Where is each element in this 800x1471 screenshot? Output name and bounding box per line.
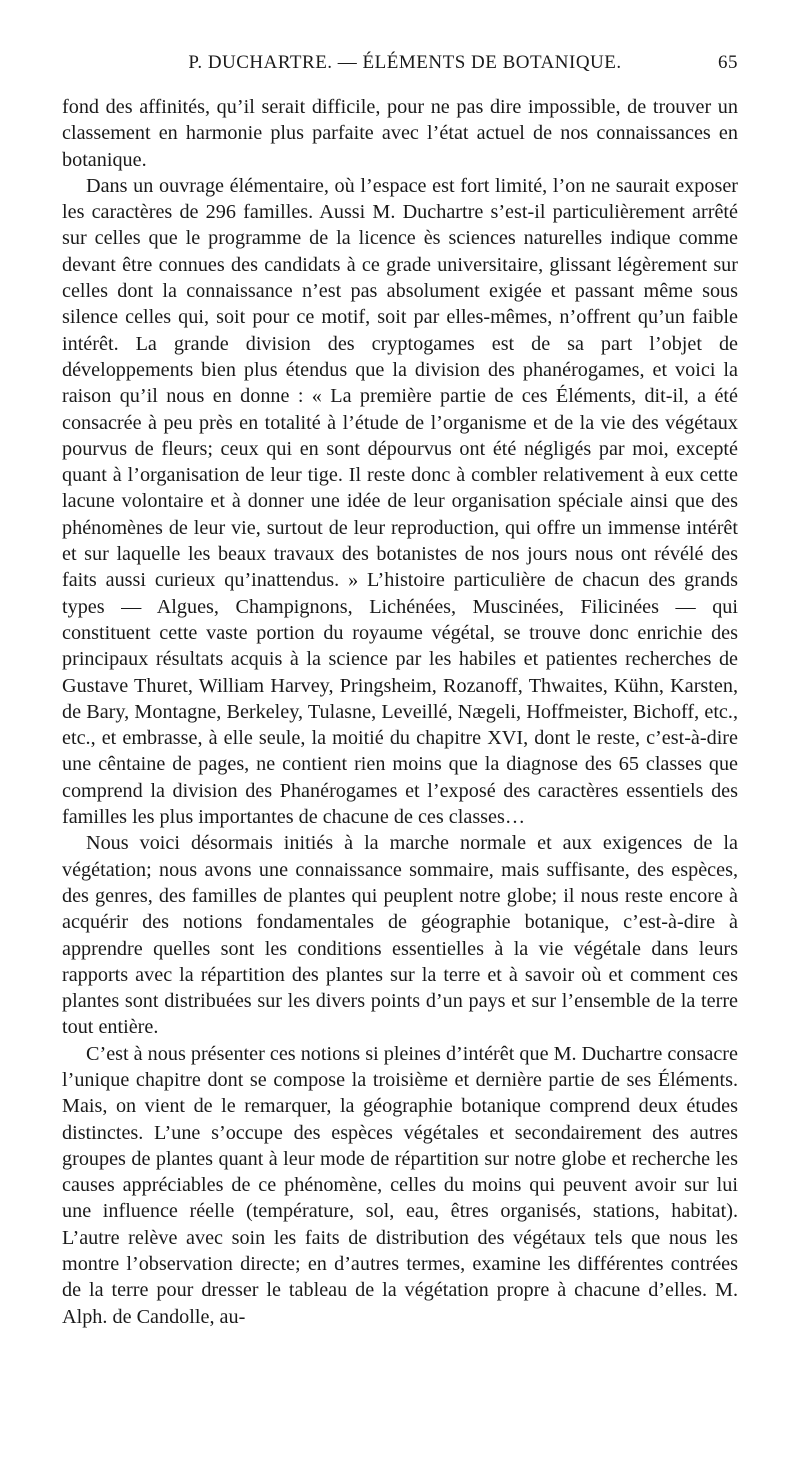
running-title: P. DUCHARTRE. — ÉLÉMENTS DE BOTANIQUE. xyxy=(188,52,622,73)
paragraph: Dans un ouvrage élémentaire, où l’espace est fort limité, l’on ne saurait exposer les caractères de 296 familles. Aussi M. Duchartre s’est-il particulièrement arrêté sur celles que le programme de la licence ès sciences naturelles indique comme devant être connues des candidats à ce grade universitaire, glissant légèrement sur celles dont la connaissance n’est pas absolument exigée et passant même sous silence celles qui, soit pour ce motif, soit par elles-mêmes, n’offrent qu’un faible intérêt. La grande division des cryptogames est de sa part l’objet de développements bien plus étendus que la division des phanérogames, et voici la raison qu’il nous en donne : « La première partie de ces Éléments, dit-il, a été consacrée à peu près en totalité à l’étude de l’organisme et de la vie des végétaux pourvus de fleurs; ceux qui en sont dépourvus ont été négligés par moi, excepté quant à l’organisation de leur tige. Il reste donc à combler relativement à eux cette lacune volontaire et à donner une idée de leur organisation spéciale ainsi que des phénomènes de leur vie, surtout de leur reproduction, qui offre un immense intérêt et sur laquelle les beaux travaux des botanistes de nos jours nous ont révélé des faits aussi curieux qu’inattendus. » L’histoire particulière de chacun des grands types — Algues, Champignons, Lichénées, Muscinées, Filicinées — qui constituent cette vaste portion du royaume végétal, se trouve donc enrichie des principaux résultats acquis à la science par les habiles et patientes recherches de Gustave Thuret, William Harvey, Pringsheim, Rozanoff, Thwaites, Kühn, Karsten, de Bary, Montagne, Berkeley, Tulasne, Leveillé, Nægeli, Hoffmeister, Bichoff, etc., etc., et embrasse, à elle seule, la moitié du chapitre XVI, dont le reste, c’est-à-dire une cêntaine de pages, ne contient rien moins que la diagnose des 65 classes que comprend la division des Phanérogames et l’exposé des caractères essentiels des familles les plus importantes de chacune de ces classes… xyxy=(62,174,738,829)
paragraph: Nous voici désormais initiés à la marche normale et aux exigences de la végétation; nous avons une connaissance sommaire, mais suffisante, des espèces, des genres, des familles de plantes qui peuplent notre globe; il nous reste encore à acquérir des notions fondamentales de géographie botanique, c’est-à-dire à apprendre quelles sont les conditions essentielles à la vie végétale dans leurs rapports avec la répartition des plantes sur la terre et à savoir où et comment ces plantes sont distribuées sur les divers points d’un pays et sur l’ensemble de la terre tout entière. xyxy=(62,832,738,1039)
page-header xyxy=(62,52,738,86)
book-page xyxy=(62,52,738,1330)
page-number: 65 xyxy=(718,52,738,73)
paragraph: C’est à nous présenter ces notions si pleines d’intérêt que M. Duchartre consacre l’unique chapitre dont se compose la troisième et dernière partie de ses Éléments. Mais, on vient de le remarquer, la géographie botanique comprend deux études distinctes. L’une s’occupe des espèces végétales et secondairement des autres groupes de plantes quant à leur mode de répartition sur notre globe et recherche les causes appréciables de ce phénomène, celles du moins qui peuvent avoir sur lui une influence réelle (température, sol, eau, êtres organisés, stations, habitat). L’autre relève avec soin les faits de distribution des végétaux tels que nous les montre l’observation directe; en d’autres termes, examine les différentes contrées de la terre pour dresser le tableau de la végétation propre à chacune d’elles. M. Alph. de Candolle, au- xyxy=(62,1042,738,1328)
paragraph: fond des affinités, qu’il serait difficile, pour ne pas dire impossible, de trouver un classement en harmonie plus parfaite avec l’état actuel de nos connaissances en botanique. xyxy=(62,96,738,171)
body-text xyxy=(62,94,738,1330)
